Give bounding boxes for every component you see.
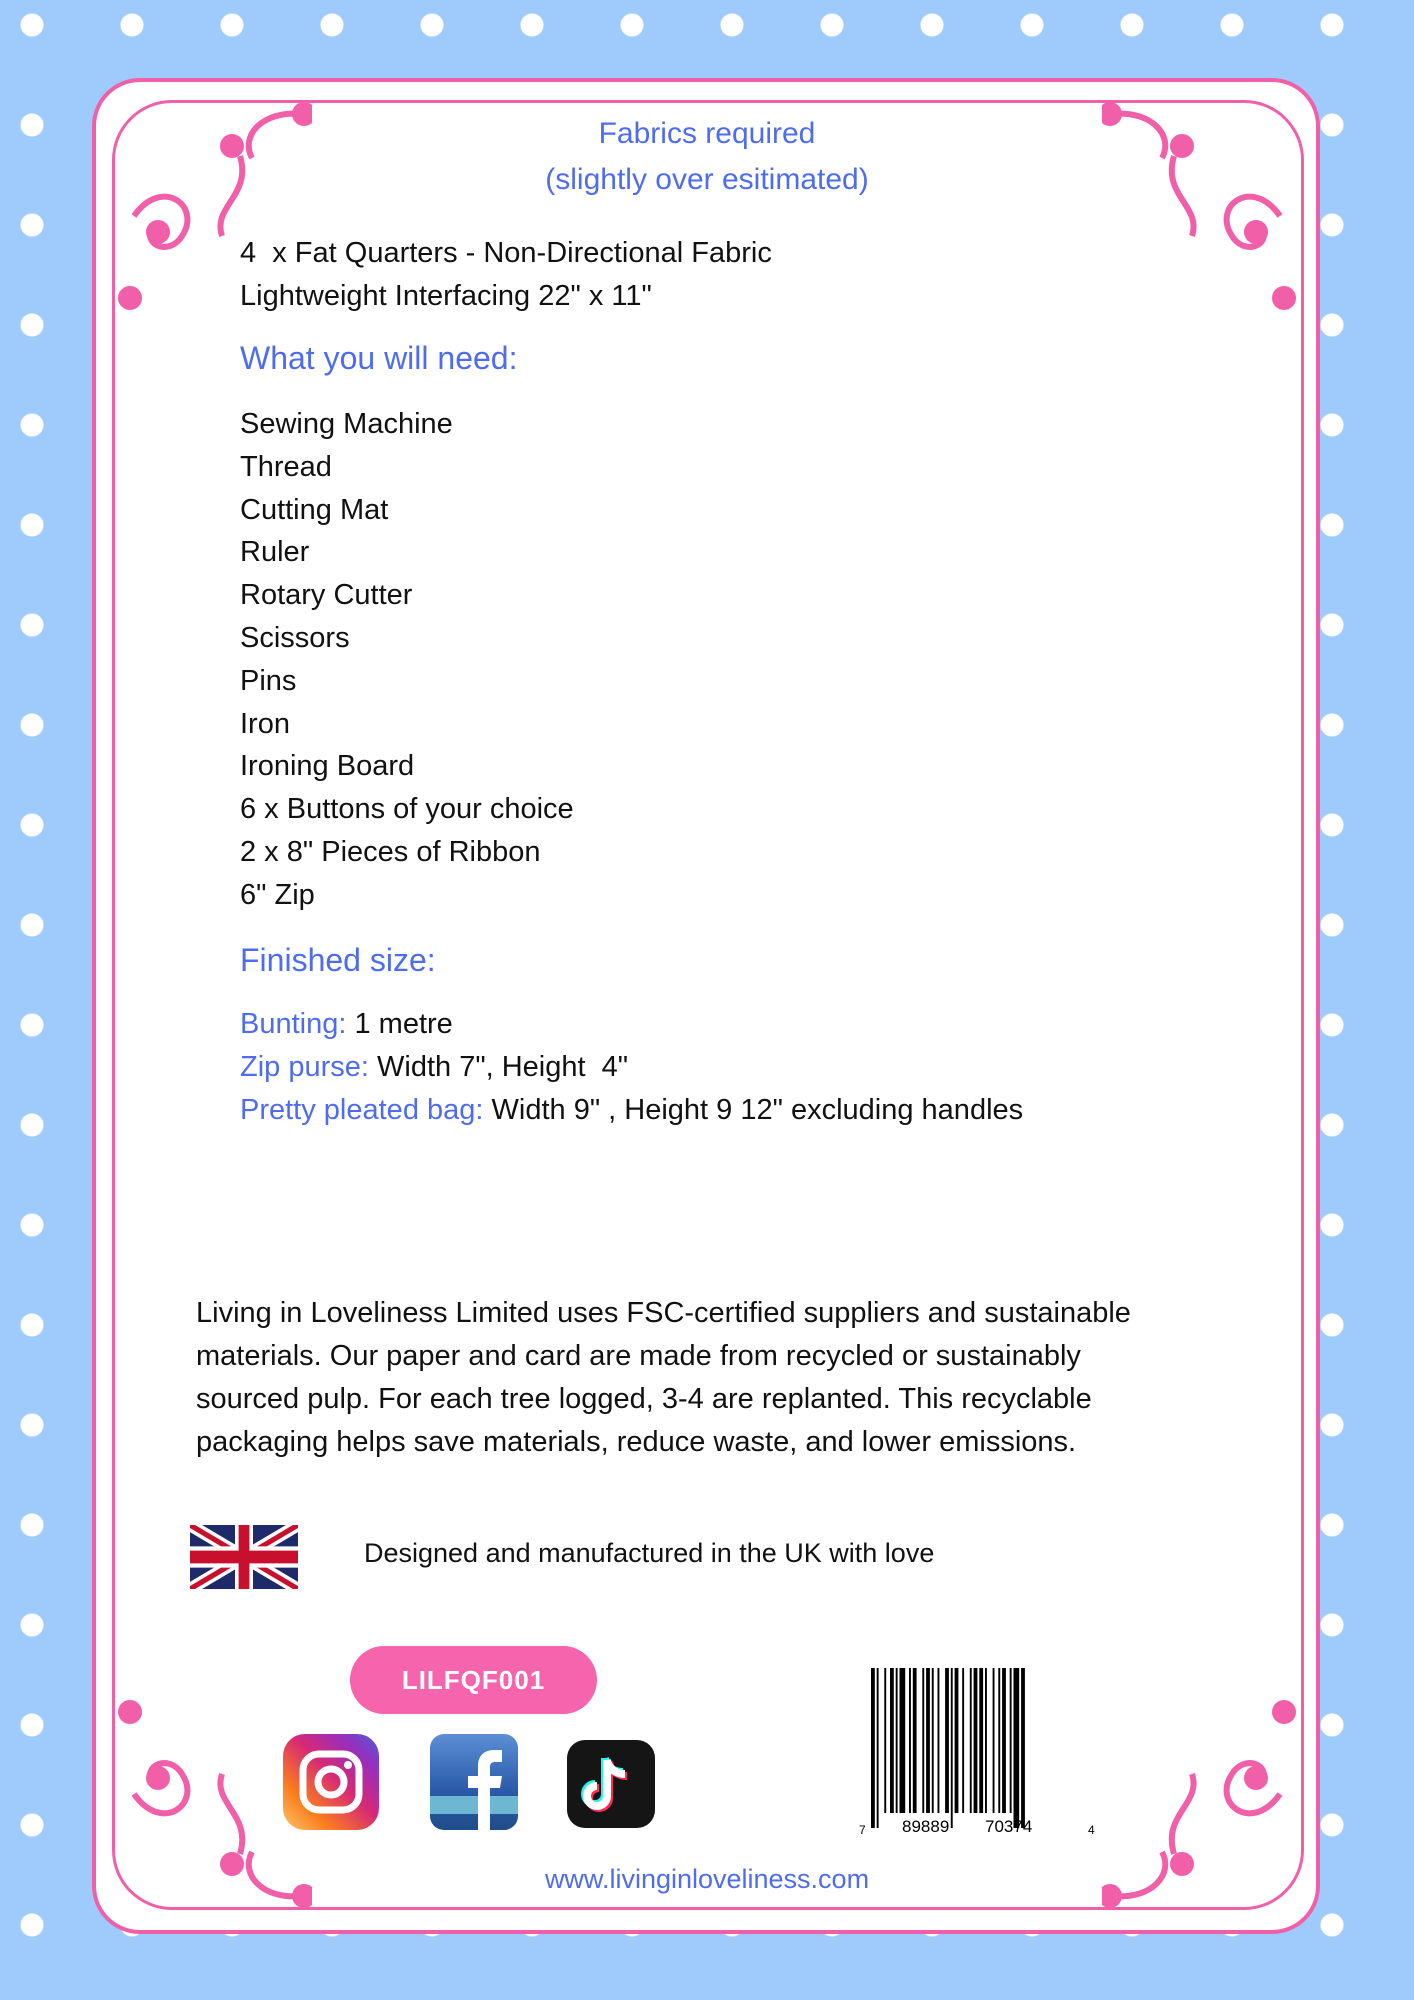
sustainability-line: Living in Loveliness Limited uses FSC-certified suppliers and sustainable — [196, 1297, 1131, 1329]
list-item: 6 x Buttons of your choice — [240, 793, 574, 826]
barcode-bar — [1021, 1668, 1025, 1828]
list-item: Rotary Cutter — [240, 579, 413, 612]
barcode — [855, 1668, 1095, 1838]
finished-size-heading: Finished size: — [240, 942, 436, 978]
barcode-bar — [890, 1668, 894, 1813]
barcode-bar — [909, 1668, 911, 1813]
list-item: 4 x Fat Quarters - Non-Directional Fabric — [240, 237, 772, 269]
barcode-bar — [970, 1668, 972, 1813]
needs-list — [240, 403, 574, 917]
barcode-bar — [932, 1668, 934, 1813]
barcode-bars — [871, 1668, 1025, 1828]
list-item: Lightweight Interfacing 22" x 11" — [240, 280, 652, 312]
barcode-bar — [1010, 1668, 1012, 1813]
barcode-bar — [922, 1668, 924, 1813]
list-item: Scissors — [240, 621, 350, 654]
barcode-bar — [900, 1668, 906, 1813]
sustainability-line: packaging helps save materials, reduce waste, and lower emissions. — [196, 1426, 1077, 1458]
list-item: Sewing Machine — [240, 408, 453, 440]
finished-size-row — [240, 1003, 1023, 1046]
list-item: Cutting Mat — [240, 493, 389, 526]
barcode-bar — [985, 1668, 987, 1813]
website-link[interactable]: www.livinginloveliness.com — [544, 1864, 870, 1894]
barcode-bar — [945, 1668, 949, 1813]
finished-size-label: Bunting: — [240, 1008, 347, 1040]
list-item: 6" Zip — [240, 878, 315, 911]
list-item: Ruler — [240, 536, 310, 569]
barcode-first-digit: 7 — [859, 1823, 866, 1837]
barcode-left-group: 89889 — [902, 1817, 950, 1836]
list-item: Thread — [240, 450, 332, 483]
barcode-bar — [951, 1668, 953, 1828]
finished-size-value: 1 metre — [346, 1008, 453, 1040]
barcode-bar — [979, 1668, 983, 1813]
barcode-bar — [913, 1668, 917, 1813]
needs-heading: What you will need: — [240, 340, 518, 376]
barcode-bar — [926, 1668, 930, 1813]
sustainability-line: sourced pulp. For each tree logged, 3-4 are replanted. This recyclable — [196, 1383, 1092, 1415]
product-code-badge: LILFQF001 — [350, 1646, 597, 1714]
list-item: 2 x 8" Pieces of Ribbon — [240, 835, 541, 868]
list-item: Iron — [240, 707, 290, 740]
finished-size-label: Zip purse: — [240, 1051, 369, 1083]
fabrics-heading-line1: Fabrics required — [598, 117, 816, 150]
barcode-bar — [955, 1668, 959, 1813]
fabrics-list — [240, 232, 772, 318]
barcode-check-digit: 4 — [1088, 1823, 1095, 1837]
sustainability-line: materials. Our paper and card are made from recycled or sustainably — [196, 1340, 1081, 1372]
tiktok-icon[interactable] — [567, 1740, 655, 1828]
barcode-bar — [877, 1668, 879, 1828]
origin-statement: Designed and manufactured in the UK with love — [364, 1538, 935, 1568]
barcode-bar — [1002, 1668, 1006, 1813]
sustainability-paragraph — [196, 1292, 1236, 1464]
barcode-bar — [896, 1668, 898, 1813]
instagram-icon[interactable] — [283, 1734, 379, 1830]
finished-size-label: Pretty pleated bag: — [240, 1094, 484, 1126]
finished-size-list — [240, 1003, 1023, 1132]
barcode-bar — [974, 1668, 978, 1813]
finished-size-row — [240, 1089, 1023, 1132]
uk-flag-icon — [190, 1525, 298, 1589]
list-item: Pins — [240, 664, 297, 697]
list-item: Ironing Board — [240, 750, 415, 783]
barcode-bar — [962, 1668, 964, 1813]
barcode-bar — [884, 1668, 886, 1813]
fabrics-heading — [0, 111, 1414, 203]
finished-size-row — [240, 1046, 1023, 1089]
finished-size-value: Width 7", Height 4" — [368, 1051, 629, 1083]
barcode-bar — [871, 1668, 875, 1828]
facebook-icon[interactable] — [430, 1734, 518, 1830]
finished-size-value: Width 9" , Height 9 12" excluding handles — [483, 1094, 1024, 1126]
barcode-bar — [1014, 1668, 1020, 1828]
barcode-bar — [993, 1668, 995, 1813]
barcode-bar — [938, 1668, 940, 1813]
barcode-right-group: 70374 — [985, 1817, 1033, 1836]
barcode-bar — [998, 1668, 1000, 1813]
fabrics-heading-line2: (slightly over esitimated) — [545, 163, 869, 196]
